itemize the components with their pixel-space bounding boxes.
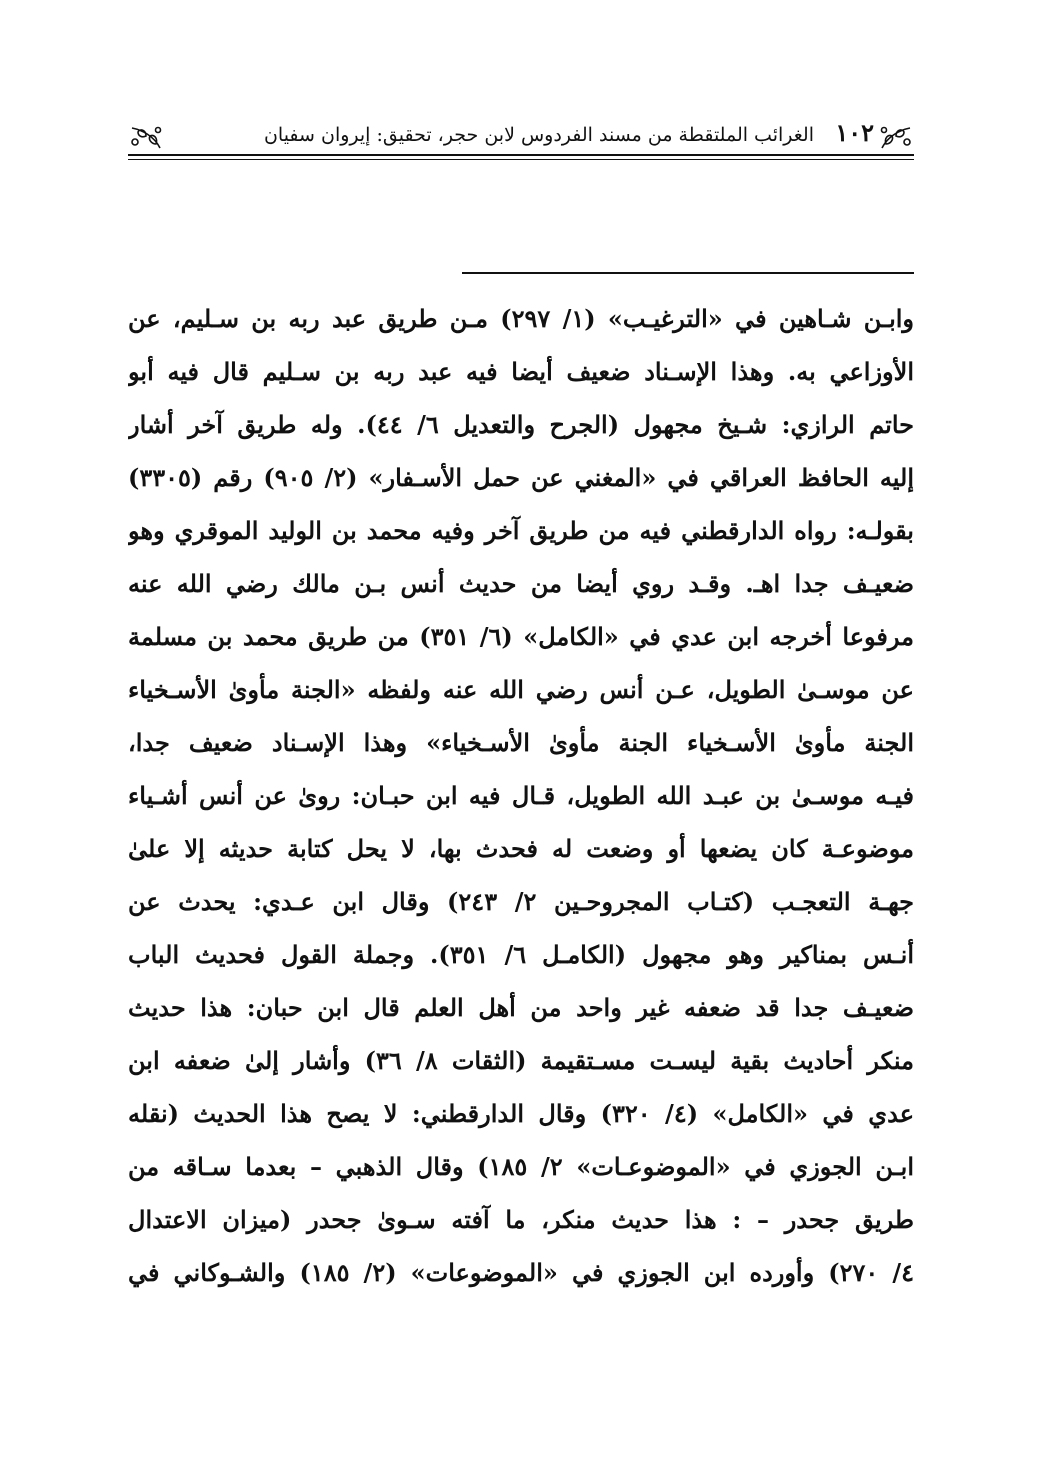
floral-ornament-icon bbox=[128, 122, 164, 154]
text-line: الأوزاعي به. وهذا الإسـناد ضعيف أيضا فيه عبد ربه بن سـليم قال فيه أبو bbox=[128, 357, 914, 386]
floral-ornament-icon bbox=[878, 122, 914, 154]
text-line: حاتم الرازي: شـيخ مجهول (الجرح والتعديل ٦/ ٤٤). وله طريق آخر أشار bbox=[128, 410, 914, 439]
text-line: بقولـه: رواه الدارقطني فيه من طريق آخر وفيه محمد بن الوليد الموقري وهو bbox=[128, 516, 914, 545]
text-line: جهـة التعجـب (كتـاب المجروحـين ٢/ ٢٤٣) وقال ابن عـدي: يحدث عن bbox=[128, 887, 914, 916]
text-line: منكر أحاديث بقية ليسـت مسـتقيمة (الثقات ٨/ ٣٦) وأشار إلىٰ ضعفه ابن bbox=[128, 1046, 914, 1075]
text-line: طريق جحدر – : هذا حديث منكر، ما آفته سـوىٰ جحدر (ميزان الاعتدال bbox=[128, 1205, 914, 1234]
text-line: فيـه موسـىٰ بن عبـد الله الطويل، قـال فيه ابن حبـان: روىٰ عن أنس أشـياء bbox=[128, 781, 914, 810]
page-header bbox=[128, 112, 914, 158]
running-header-title: الغرائب الملتقطة من مسند الفردوس لابن حجر، تحقيق: إيروان سفيان bbox=[263, 124, 814, 146]
text-line: ضعيـف جدا قد ضعفه غير واحد من أهل العلم قال ابن حبان: هذا حديث bbox=[128, 993, 914, 1022]
footnote-body bbox=[128, 292, 914, 1299]
page-number: ١٠٢ bbox=[835, 118, 874, 147]
header-rule-thin bbox=[128, 159, 914, 160]
text-line: ٤/ ٢٧٠) وأورده ابن الجوزي في «الموضوعات» (٢/ ١٨٥) والشـوكاني في bbox=[128, 1258, 914, 1287]
text-line: أنـس بمناكير وهو مجهول (الكامـل ٦/ ٣٥١). وجملة القول فحديث الباب bbox=[128, 940, 914, 969]
text-line: الجنة مأوىٰ الأسـخياء الجنة مأوىٰ الأسـخياء» وهذا الإسـناد ضعيف جدا، bbox=[128, 728, 914, 757]
text-line: مرفوعا أخرجه ابن عدي في «الكامل» (٦/ ٣٥١) من طريق محمد بن مسلمة bbox=[128, 622, 914, 651]
header-rule bbox=[128, 154, 914, 156]
text-line: إليه الحافظ العراقي في «المغني عن حمل الأسـفار» (٢/ ٩٠٥) رقم (٣٣٠٥) bbox=[128, 463, 914, 492]
text-line: ابـن الجوزي في «الموضوعـات» ٢/ ١٨٥) وقال الذهبي – بعدما سـاقه من bbox=[128, 1152, 914, 1181]
text-line: عدي في «الكامل» (٤/ ٣٢٠) وقال الدارقطني: لا يصح هذا الحديث (نقله bbox=[128, 1099, 914, 1128]
text-line: موضوعـة كان يضعها أو وضعت له فحدث بها، لا يحل كتابة حديثه إلا علىٰ bbox=[128, 834, 914, 863]
text-line: وابـن شـاهين في «الترغيـب» (١/ ٢٩٧) مـن طريق عبد ربه بن سـليم، عن bbox=[128, 304, 914, 333]
footnote-separator bbox=[462, 272, 914, 274]
text-line: ضعيـف جدا اهـ. وقـد روي أيضا من حديث أنس بـن مالك رضي الله عنه bbox=[128, 569, 914, 598]
text-line: عن موسـىٰ الطويل، عـن أنس رضي الله عنه ولفظه «الجنة مأوىٰ الأسـخياء bbox=[128, 675, 914, 704]
